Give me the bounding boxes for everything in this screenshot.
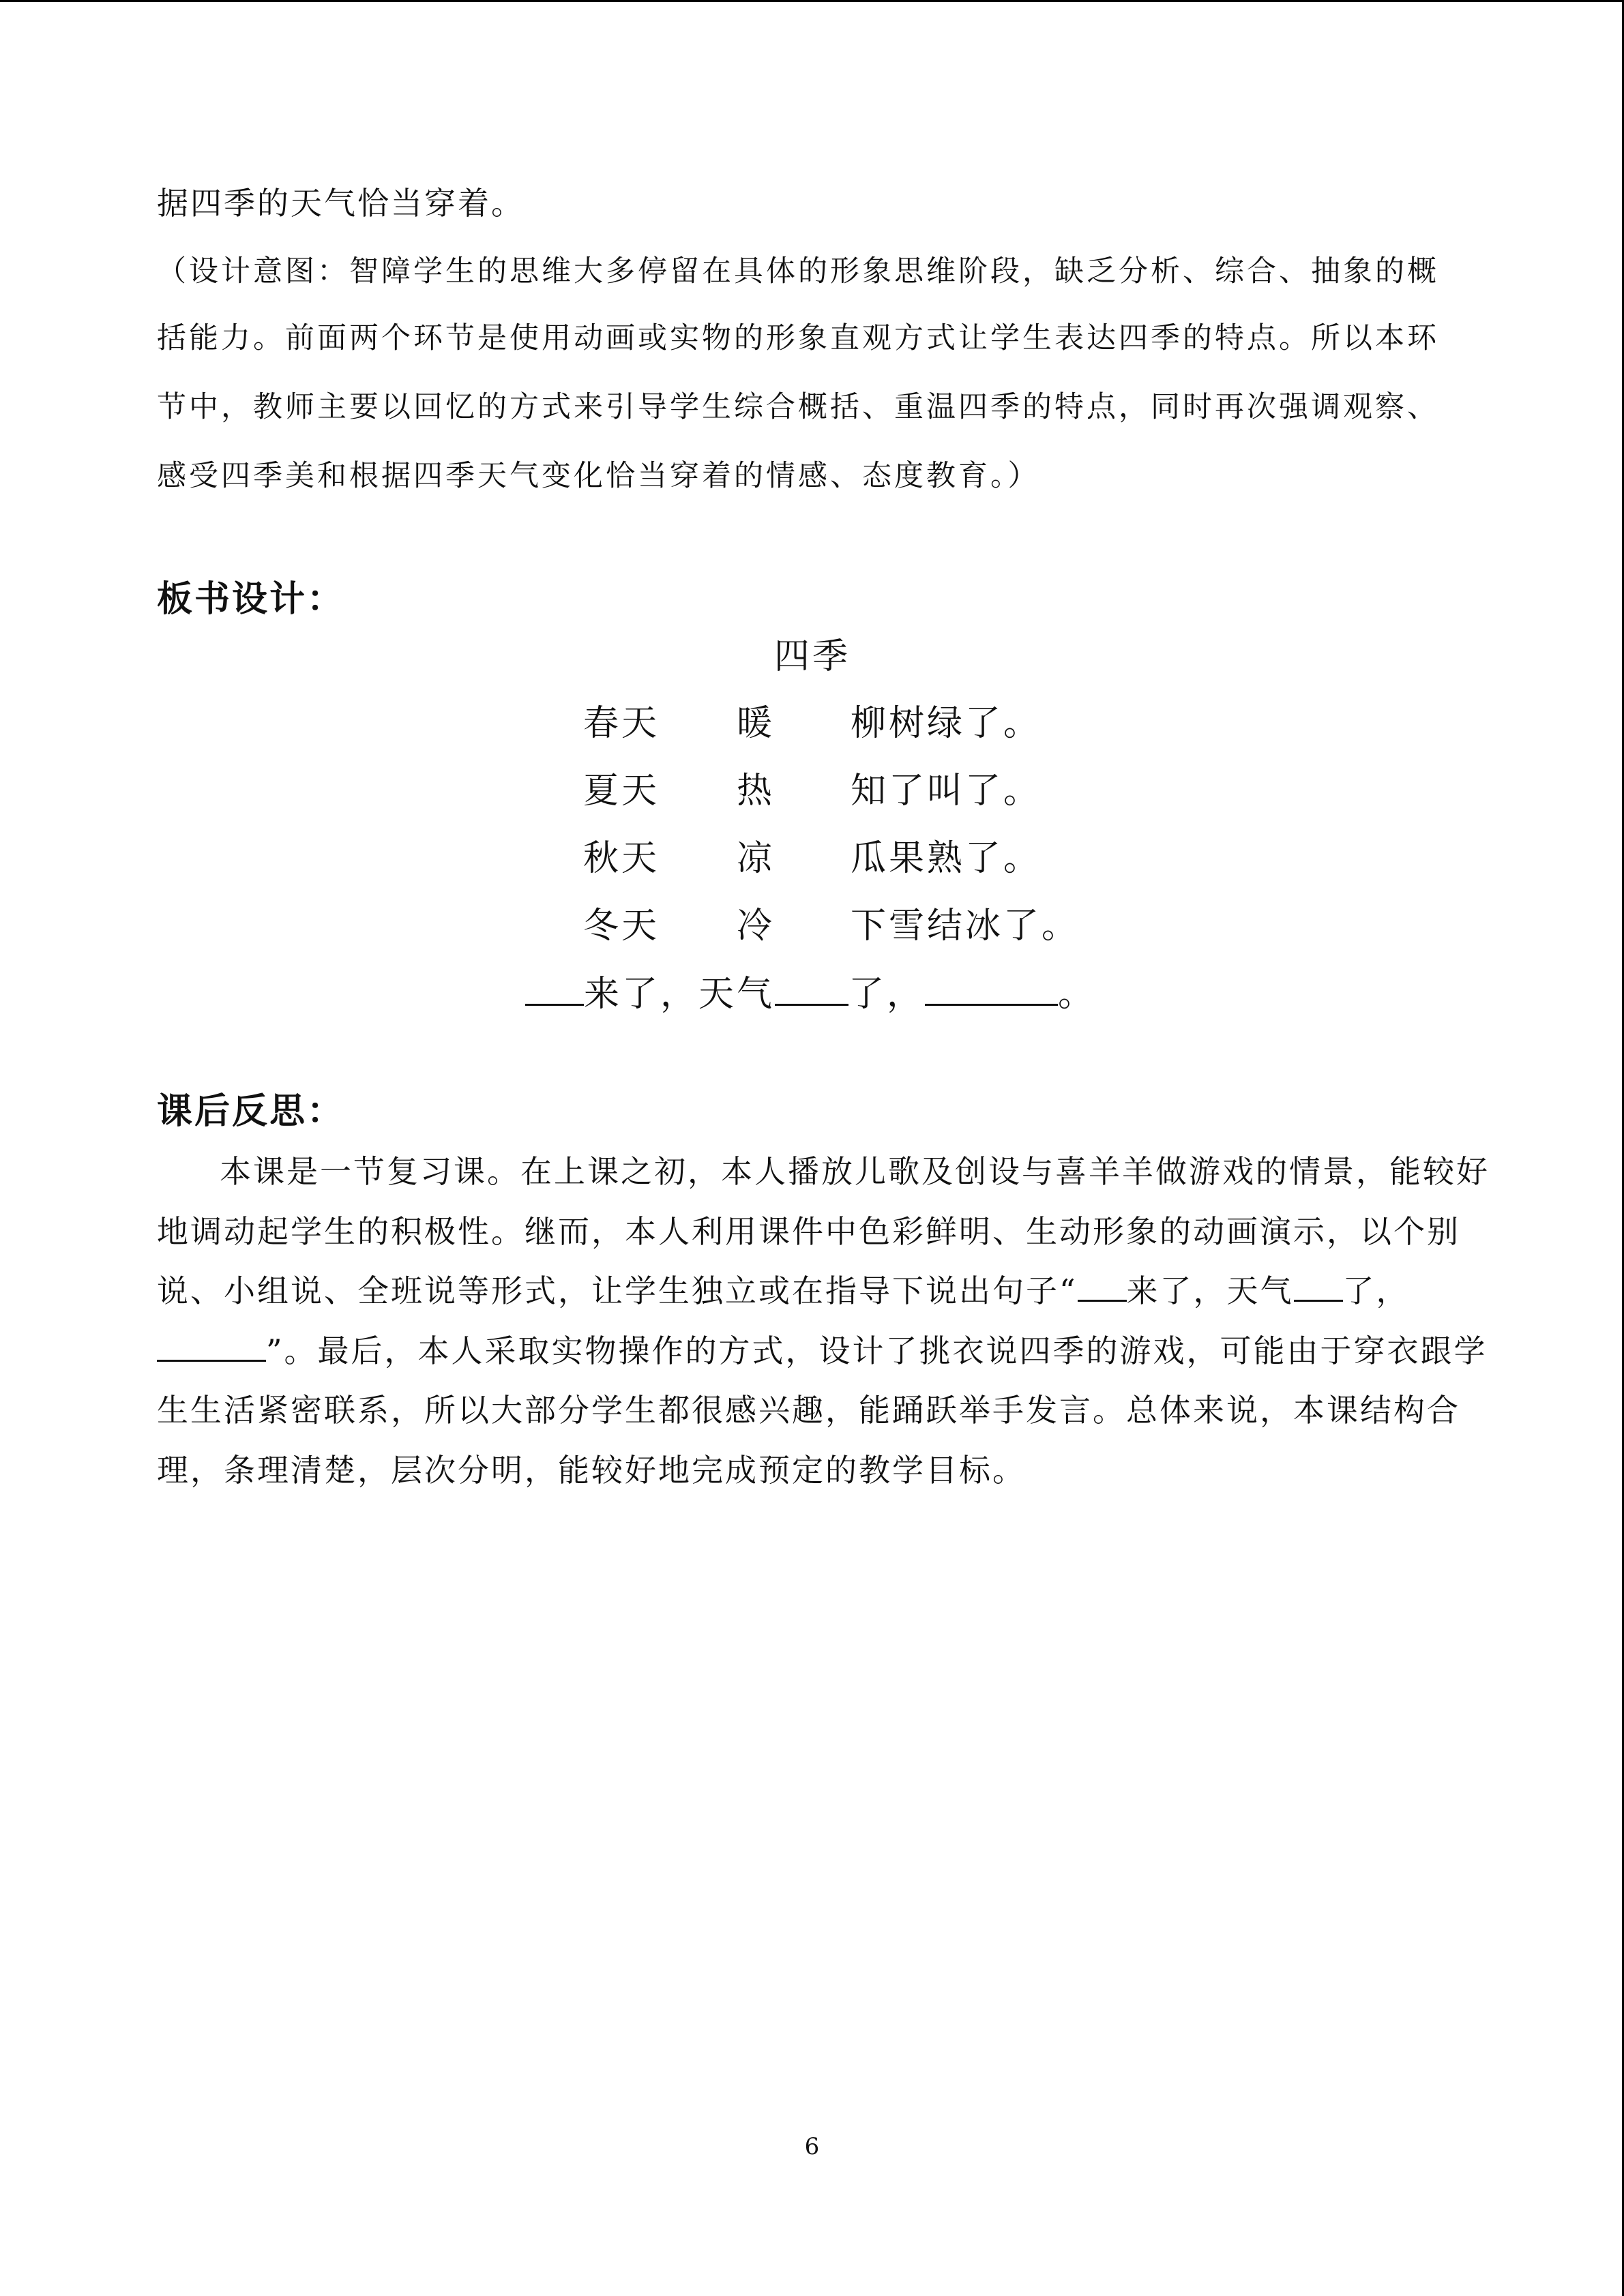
board-title: 四季	[774, 636, 851, 677]
fill-blank	[1078, 1268, 1127, 1302]
page-number: 6	[804, 2133, 820, 2160]
design-intent-line: 括能力。前面两个环节是使用动画或实物的形象直观方式让学生表达四季的特点。所以本环	[157, 321, 1439, 355]
board-season: 春天	[583, 703, 660, 744]
reflection-line: 地调动起学生的积极性。继而，本人利用课件中色彩鲜明、生动形象的动画演示，以个别	[157, 1213, 1460, 1250]
reflection-line: 本课是一节复习课。在上课之初，本人播放儿歌及创设与喜羊羊做游戏的情景，能较好	[220, 1153, 1490, 1190]
top-border	[0, 0, 1624, 2]
board-weather: 凉	[737, 838, 776, 879]
fill-blank	[157, 1328, 266, 1362]
reflection-line: ”。最后，本人采取实物操作的方式，设计了挑衣说四季的游戏，可能由于穿衣跟学	[157, 1326, 1488, 1371]
board-season: 秋天	[583, 838, 660, 879]
board-weather: 冷	[737, 906, 776, 946]
board-season: 夏天	[583, 771, 660, 811]
board-weather: 暖	[737, 703, 776, 744]
fill-blank	[1294, 1268, 1343, 1302]
board-season: 冬天	[583, 906, 660, 946]
design-intent-line: 节中，教师主要以回忆的方式来引导学生综合概括、重温四季的特点，同时再次强调观察、	[157, 390, 1439, 424]
design-intent-line: 感受四季美和根据四季天气变化恰当穿着的情感、态度教育。）	[157, 459, 1040, 493]
board-sign: 瓜果熟了。	[851, 838, 1042, 879]
board-sign: 下雪结冰了。	[851, 906, 1080, 946]
reflection-line: 说、小组说、全班说等形式，让学生独立或在指导下说出句子“ 来了，天气 了，	[157, 1266, 1410, 1311]
reflection-heading: 课后反思：	[157, 1091, 345, 1132]
board-design-heading: 板书设计：	[157, 579, 345, 620]
board-sign: 知了叫了。	[851, 771, 1042, 811]
intro-line: 据四季的天气恰当穿着。	[157, 185, 525, 222]
fill-blank	[525, 968, 584, 1006]
board-sign: 柳树绿了。	[851, 703, 1042, 744]
fill-blank	[775, 968, 848, 1006]
reflection-line: 生生活紧密联系，所以大部分学生都很感兴趣，能踊跃举手发言。总体来说，本课结构合	[157, 1392, 1460, 1429]
design-intent-line: （设计意图：智障学生的思维大多停留在具体的形象思维阶段，缺乏分析、综合、抽象的概	[157, 254, 1439, 288]
board-weather: 热	[737, 771, 776, 811]
reflection-line: 理，条理清楚，层次分明，能较好地完成预定的教学目标。	[157, 1452, 1026, 1489]
fill-blank	[925, 968, 1058, 1006]
board-sentence-pattern: 来了，天气 了， 。	[525, 965, 1096, 1016]
